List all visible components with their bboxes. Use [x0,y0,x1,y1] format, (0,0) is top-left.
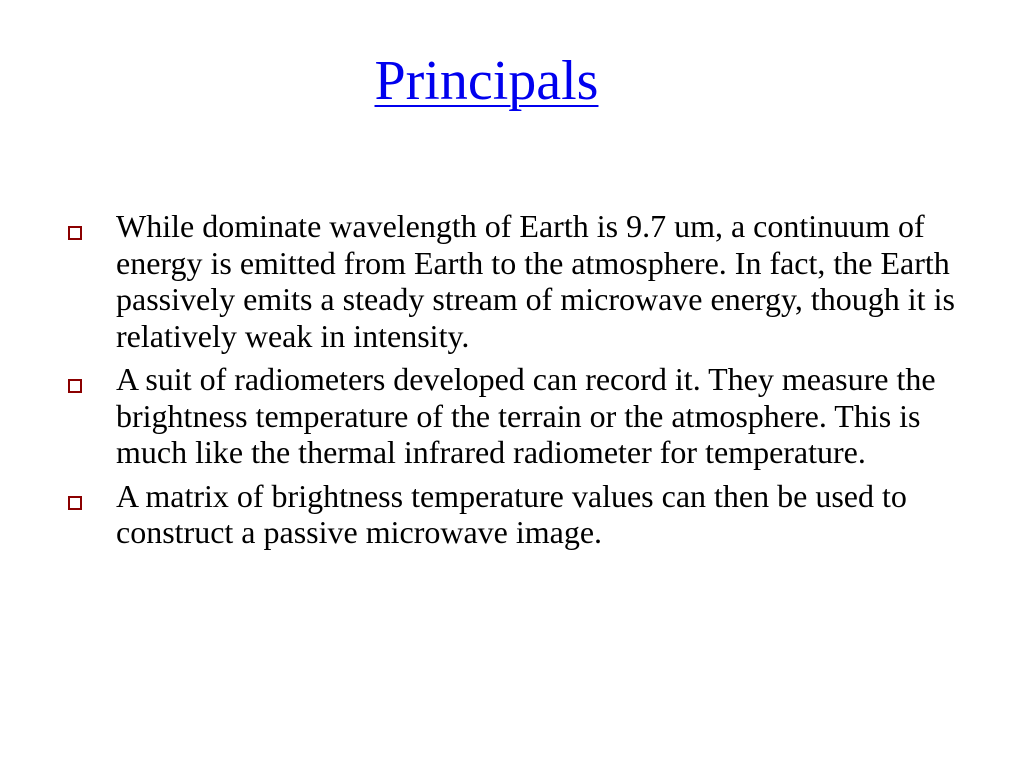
bullet-text: A suit of radiometers developed can record it. They measure the brightness temperature of the terrain or the atmosphere. This is much like the thermal infrared radiometer for temperature. [116,361,936,470]
list-item [66,361,956,471]
bullet-text: While dominate wavelength of Earth is 9.7 um, a continuum of energy is emitted from Earth to the atmosphere. In fact, the Earth passively emits a steady stream of microwave energy, though it is relatively weak in intensity. [116,208,955,354]
slide-title [0,46,973,116]
hollow-square-bullet-icon [68,379,82,393]
list-item [66,208,956,354]
bullet-list [66,208,956,558]
title-link[interactable]: Principals [374,50,599,112]
list-item [66,478,956,551]
hollow-square-bullet-icon [68,496,82,510]
bullet-text: A matrix of brightness temperature values can then be used to construct a passive microwave image. [116,477,907,550]
hollow-square-bullet-icon [68,226,82,240]
